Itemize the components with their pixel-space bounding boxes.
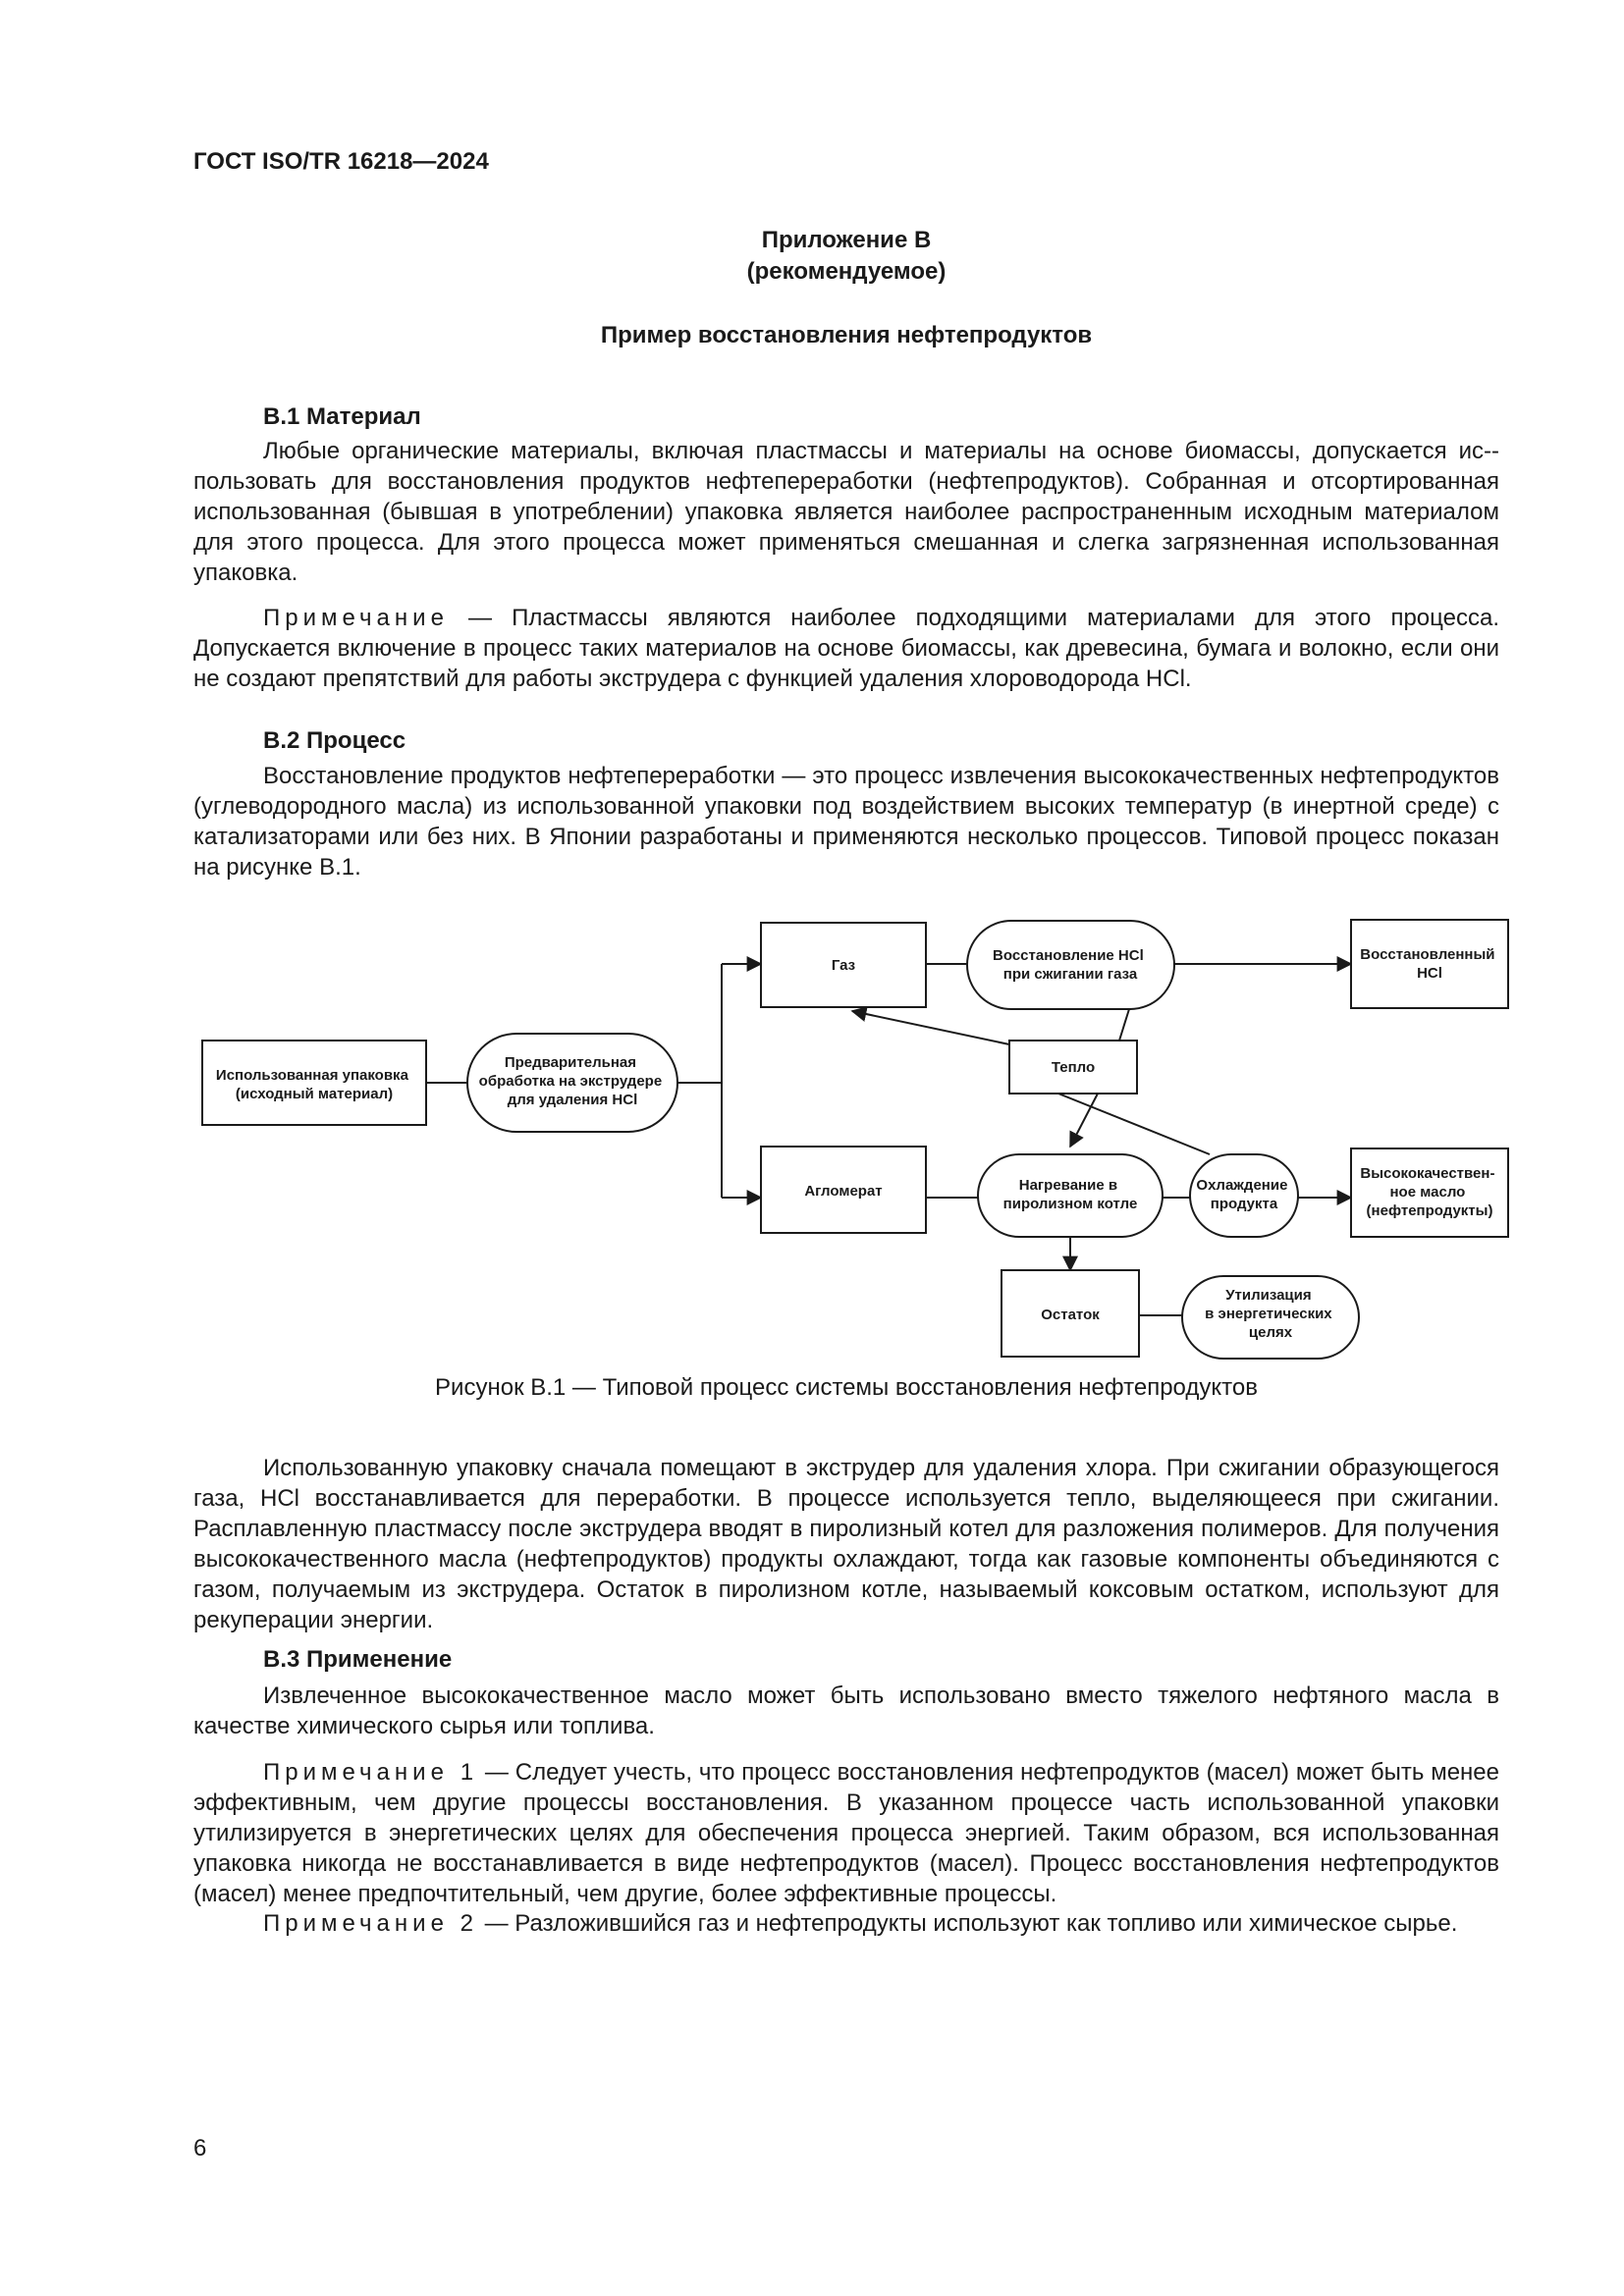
connector-cooling-to-heat [1049,1090,1210,1154]
note-2-text: — Разложившийся газ и нефтепродукты используют как топливо или химическое сырье. [477,1910,1458,1937]
node-pretreatment-label: Предварительная обработка на экструдере для удаления HCl [478,1054,663,1108]
annex-heading: Пример восстановления нефтепродуктов [600,322,1093,348]
section-b3-note-2 [193,1908,1499,1939]
node-cooling-label: Охлаждение продукта [1196,1177,1288,1212]
section-b3-paragraph: Извлеченное высококачественное масло может быть использовано вместо тяжелого нефтяного масла в качестве химического сырья или топлива. [193,1682,1499,1739]
node-heat-label: Тепло [1051,1059,1096,1076]
node-hq-oil-label: Высококачествен- ное масло (нефтепродукты) [1360,1165,1495,1219]
note-2-label: Примечание 2 [263,1910,478,1937]
arrow-heat-to-pyrolysis [1070,1094,1098,1147]
page-number: 6 [193,2135,207,2162]
section-b2-paragraph-2: Использованную упаковку сначала помещают в экструдер для удаления хлора. При сжигании образующегося газа, HCl восстанавливается для переработки. В процессе используется тепло, выделяющееся при сжигании. Расплавленную пластмассу после экструдера вводят в пиролизный котел для разложения полимеров. Для получения высококачественного масла (нефтепродуктов) продукты охлаждают, тогда как газовые компоненты объединяются с газом, получаемым из экструдера. Остаток в пиролизном котле, называемый коксовым остатком, используют для рекуперации энергии. [193,1455,1499,1633]
node-residue-label: Остаток [1041,1307,1100,1323]
note-1-label: Примечание 1 [263,1759,479,1786]
node-hcl-recovery-label: Восстановление HCl при сжигании газа [993,947,1144,983]
section-b1-paragraph: Любые органические материалы, включая пластмассы и материалы на основе биомассы, допускается ис-пользовать для восстановления продуктов нефтепереработки (нефтепродуктов). Собранная и отсортированная использованная (бывшая в употреблении) упаковка является наиболее распространенным исходным материалом для этого процесса. Для этого процесса может применяться смешанная и слегка загрязненная использованная упаковка. [193,438,1499,586]
node-recovered-hcl-label: Восстановленный HCl [1360,946,1495,982]
connector-hcl-to-heat [1119,1009,1129,1041]
section-b1-heading: В.1 Материал [263,403,421,430]
note-label: Примечание [263,605,449,631]
node-hcl-recovery [967,921,1174,1009]
node-pyrolysis-label: Нагревание в пиролизном котле [1002,1177,1138,1212]
figure-caption: Рисунок В.1 — Типовой процесс системы восстановления нефтепродуктов [435,1374,1258,1401]
section-b2-heading: В.2 Процесс [263,727,406,754]
arrow-heat-to-gas [852,1011,1009,1044]
annex-title: Приложение В [761,227,932,253]
section-b3-heading: В.3 Применение [263,1646,453,1673]
section-b3-note-1 [193,1757,1499,1909]
node-agglomerate-label: Агломерат [804,1183,883,1200]
section-b2-paragraph-1: Восстановление продуктов нефтепереработки — это процесс извлечения высококачественных нефтепродуктов (углеводородного масла) из использованной упаковки под воздействием высоких температур (в инертной среде) с катализаторами или без них. В Японии разработаны и применяются несколько процессов. Типовой процесс показан на рисунке В.1. [193,763,1499,881]
annex-subtitle: (рекомендуемое) [746,258,947,285]
node-energy-label: Утилизация в энергетических целях [1205,1287,1332,1341]
node-gas-label: Газ [831,957,856,974]
node-recovered-hcl [1351,920,1508,1008]
note-1-text: — Следует учесть, что процесс восстановления нефтепродуктов (масел) может быть менее эффективным, чем другие процессы восстановления. В указанном процессе часть использованной упаковки утилизируется в энергетических целях для обеспечения процесса энергией. Таким образом, вся использованная упаковка никогда не восстанавливается в виде нефтепродуктов (масел). Процесс восстановления нефтепродуктов (масел) менее предпочтительный, чем другие, более эффективные процессы. [193,1759,1499,1907]
node-used-packaging-label: Использованная упаковка (исходный материал) [215,1067,408,1102]
note-text: — Пластмассы являются наиболее подходящими материалами для этого процесса. Допускается включение в процесс таких материалов на основе биомассы, как древесина, бумага и волокно, если они не создают препятствий для работы экструдера с функцией удаления хлороводорода HCl. [193,605,1499,692]
document-header: ГОСТ ISO/TR 16218—2024 [193,148,489,175]
